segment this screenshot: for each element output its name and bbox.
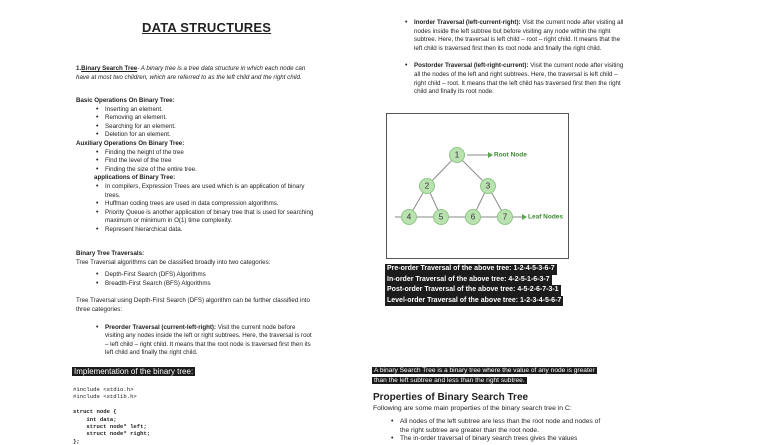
code-line: struct node* left;	[73, 423, 147, 431]
postorder-label: Postorder Traversal (left-right-current):	[414, 62, 529, 70]
svg-text:7: 7	[502, 212, 508, 222]
traversal-description-list	[405, 19, 627, 97]
preorder-text: Visit the current node before visiting any nodes inside the left or right subtrees. Here, the traversal is root – left child – right child. It means that the root node is traversed first then its left child and finally the right child.	[105, 323, 312, 357]
list-item: • Represent hierarchical data.	[96, 226, 316, 235]
bst-definition-text: A binary Search Tree is a binary tree where the value of any node is greater than the left subtree and less than the right subtree.	[374, 367, 595, 384]
bst-intro-paragraph	[76, 65, 316, 82]
dfs-paragraph: Tree Traversal using Depth-First Search (DFS) algorithm can be further classified into three categories:	[76, 297, 310, 313]
traversal-categories-list	[96, 271, 321, 288]
preorder-label: Preorder Traversal (current-left-right):	[105, 323, 217, 331]
inorder-label: Inorder Traversal (left-current-right):	[414, 19, 521, 26]
operations-section	[76, 97, 321, 235]
list-item	[405, 62, 627, 96]
applications-list	[96, 183, 316, 235]
code-line: #include <stdlib.h>	[73, 393, 137, 401]
code-line	[73, 401, 150, 408]
bst-intro-label: Binary Search Tree	[81, 65, 138, 72]
code-line: };	[73, 437, 80, 445]
traversals-section	[76, 250, 321, 358]
list-item: • All nodes of the left subtree are less than the root node and nodes of the right subtree are greater than the root node.	[391, 418, 603, 435]
aux-ops-list	[96, 149, 321, 175]
list-item: • Removing an element.	[96, 114, 321, 123]
traversal-result-line: Level-order Traversal of the above tree: 1-2-3-4-5-6-7	[385, 296, 563, 307]
traversal-result-line: Post-order Traversal of the above tree: 4-5-2-6-7-3-1	[385, 285, 561, 296]
root-arrowhead	[488, 152, 493, 158]
bst-intro-text: - A binary tree is a tree data structure in which each node can have at most two children, which are referred to as the left child and the right child.	[76, 65, 306, 81]
list-item: • Finding the size of the entire tree.	[96, 166, 321, 175]
bst-properties-intro: Following are some main properties of the binary search tree in C:	[373, 405, 572, 412]
bst-properties-list	[391, 418, 603, 444]
leaf-nodes-label: Leaf Nodes	[528, 213, 564, 221]
tree-svg	[387, 114, 570, 260]
traversals-intro: Tree Traversal algorithms can be classified broadly into two categories:	[76, 258, 271, 266]
code-line: int data;	[73, 415, 117, 423]
tree-node	[498, 210, 513, 225]
aux-ops-heading: Auxiliary Operations On Binary Tree:	[76, 139, 185, 147]
basic-ops-heading: Basic Operations On Binary Tree:	[76, 97, 175, 104]
tree-node	[466, 210, 481, 225]
list-item: • Deletion for an element.	[96, 131, 321, 140]
code-line: struct node* right;	[73, 430, 151, 438]
list-item: • Find the level of the tree	[96, 157, 321, 166]
svg-text:6: 6	[470, 212, 476, 222]
leaf-arrowhead	[522, 214, 527, 220]
bst-definition	[372, 366, 600, 385]
traversal-result-line: Pre-order Traversal of the above tree: 1-2-4-5-3-6-7	[385, 264, 557, 275]
svg-text:5: 5	[438, 212, 444, 222]
list-item: • Depth-First Search (DFS) Algorithms	[96, 271, 321, 280]
svg-text:2: 2	[424, 181, 430, 191]
bst-intro-num: 1.	[76, 65, 82, 72]
list-item	[405, 19, 627, 53]
impl-heading: Implementation of the binary tree:	[74, 367, 194, 376]
list-item: • Priority Queue is another application of binary tree that is used for searching maximum or minimum in O(1) time complexity.	[96, 209, 316, 226]
list-item: • In compilers, Expression Trees are used which is an application of binary trees.	[96, 183, 316, 200]
tree-node	[402, 210, 417, 225]
inorder-text: Visit the current node after visiting all nodes inside the left subtree but before visiting any node within the right subtree. Here, the traversal is left child – root – right child. It means that the left child is traversed first then its root node and finally the right child.	[414, 19, 624, 52]
traversal-result-line: In-order Traversal of the above tree: 4-2-5-1-6-3-7	[385, 275, 552, 286]
list-item	[96, 324, 316, 358]
list-item: • Searching for an element.	[96, 123, 321, 132]
code-line: struct node {	[73, 408, 117, 416]
tree-node	[481, 179, 496, 194]
postorder-text: Visit the current node after visiting all the nodes of the left and right subtrees. Here, the traversal is left child – right child – root. It means that the left child has traversed first then the right child and finally its root node.	[414, 62, 624, 96]
tree-node	[434, 210, 449, 225]
list-item: • Huffman coding trees are used in data compression algorithms.	[96, 200, 316, 209]
page-title: DATA STRUCTURES	[142, 20, 272, 35]
traversals-heading: Binary Tree Traversals:	[76, 250, 145, 257]
tree-node	[450, 148, 465, 163]
basic-ops-list	[96, 106, 321, 140]
applications-heading: applications of Binary Tree:	[94, 174, 176, 182]
traversal-results	[385, 264, 563, 306]
list-item: • Finding the height of the tree	[96, 149, 321, 158]
impl-heading-wrap	[72, 367, 195, 376]
preorder-list	[96, 324, 316, 358]
list-item: • Breadth-First Search (BFS) Algorithms	[96, 280, 321, 289]
bst-properties-heading: Properties of Binary Search Tree	[373, 392, 529, 403]
code-line: #include <stdio.h>	[73, 386, 134, 393]
list-item: • Inserting an element.	[96, 106, 321, 115]
tree-node	[420, 179, 435, 194]
binary-tree-diagram	[386, 113, 569, 259]
svg-text:1: 1	[454, 150, 460, 160]
root-node-label: Root Node	[494, 151, 527, 159]
svg-text:4: 4	[406, 212, 412, 222]
list-item: • The in-order traversal of binary search trees gives the values	[391, 435, 603, 444]
svg-text:3: 3	[485, 181, 491, 191]
code-block	[73, 386, 150, 445]
